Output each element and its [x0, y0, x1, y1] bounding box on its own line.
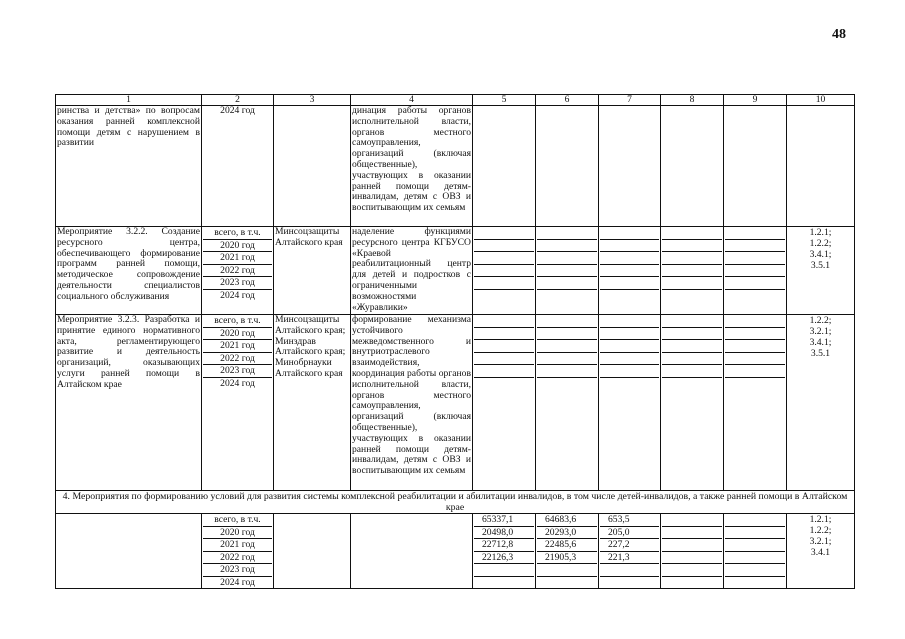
year-stack	[202, 514, 274, 589]
value-cell	[473, 514, 536, 589]
value-cell	[599, 315, 661, 491]
indicator-cell	[787, 514, 855, 589]
indicator-code: 1.2.2;	[809, 525, 832, 536]
year-label: 2024 год	[220, 576, 255, 588]
value-cell	[599, 227, 661, 315]
header-cell: 1	[56, 95, 202, 106]
amount-value	[474, 564, 534, 577]
indicator-code: 3.4.1	[810, 547, 831, 558]
year-label: 2021 год	[203, 340, 272, 353]
table-row	[56, 514, 855, 589]
value-cell	[724, 227, 787, 315]
value-cell	[724, 514, 787, 589]
year-label: 2020 год	[203, 527, 272, 540]
amount-value: 20498,0	[474, 527, 534, 540]
indicator-cell	[787, 315, 855, 491]
header-cell: 6	[536, 95, 599, 106]
value-cell	[536, 514, 599, 589]
value-cell	[536, 106, 599, 227]
indicator-code: 3.4.1;	[809, 249, 832, 260]
amount-value: 22485,6	[537, 539, 597, 552]
table-row	[56, 315, 855, 491]
value-cell	[724, 106, 787, 227]
amount-value: 22712,8	[474, 539, 534, 552]
amount-value	[537, 564, 597, 577]
executor-cell: Минсоцзащиты Алтайского края; Минздрав Алтайского края; Минобрнауки Алтайского края	[274, 315, 351, 491]
indicator-code: 1.2.1;	[809, 514, 832, 525]
activity-cell	[56, 514, 202, 589]
indicator-cell	[787, 227, 855, 315]
executor-cell: Минсоцзащиты Алтайского края	[274, 227, 351, 315]
header-row	[56, 95, 855, 106]
year-label: 2024 год	[220, 377, 255, 389]
value-cell	[536, 315, 599, 491]
year-label: 2020 год	[203, 240, 272, 253]
indicator-code: 3.5.1	[810, 260, 831, 271]
executor-cell	[274, 514, 351, 589]
year-label: 2022 год	[203, 552, 272, 565]
header-cell: 8	[661, 95, 724, 106]
indicator-code: 1.2.1;	[809, 227, 832, 238]
value-cell	[536, 227, 599, 315]
year-label: 2024 год	[220, 289, 255, 301]
amount-value: 22126,3	[474, 552, 534, 565]
year-label: всего, в т.ч.	[203, 227, 272, 240]
year-label: всего, в т.ч.	[203, 315, 272, 328]
indicator-code: 3.2.1;	[809, 326, 832, 337]
header-cell: 4	[351, 95, 473, 106]
header-cell: 2	[202, 95, 274, 106]
amount-value	[537, 577, 597, 589]
year-label: 2020 год	[203, 328, 272, 341]
activity-cell: ринства и детства» по вопросам оказания ранней комплексной помощи детям с нарушением в развитии	[56, 106, 202, 227]
year-label: всего, в т.ч.	[203, 514, 272, 527]
header-cell: 10	[787, 95, 855, 106]
indicator-cell	[787, 106, 855, 227]
table-row	[56, 227, 855, 315]
value-cell	[724, 315, 787, 491]
value-cell	[661, 106, 724, 227]
year-label: 2021 год	[203, 539, 272, 552]
value-cell	[473, 106, 536, 227]
header-cell: 9	[724, 95, 787, 106]
value-cell	[599, 514, 661, 589]
page-number: 48	[832, 27, 846, 42]
amount-value: 221,3	[600, 552, 659, 565]
year-cell: 2024 год	[202, 106, 274, 227]
value-cell	[599, 106, 661, 227]
header-cell: 7	[599, 95, 661, 106]
program-table	[55, 94, 855, 589]
result-cell: динация работы органов исполнительной власти, органов местного самоуправления, организаций (включая общественные), участвующих в оказании ранней помощи детям-инвалидам, детям с ОВЗ и воспитывающим их семьям	[351, 106, 473, 227]
executor-cell	[274, 106, 351, 227]
table-row	[56, 106, 855, 227]
year-stack	[202, 315, 274, 491]
result-cell: наделение функциями ресурсного центра КГБУСО «Краевой реабилитационный центр для детей и подростков с ограниченными возможностями «Журавлики»	[352, 226, 471, 313]
amount-value	[474, 577, 534, 589]
indicator-code: 3.2.1;	[809, 536, 832, 547]
header-cell: 5	[473, 95, 536, 106]
value-cell	[473, 227, 536, 315]
value-cell	[473, 315, 536, 491]
amount-value: 205,0	[600, 527, 659, 540]
section-title: 4. Мероприятия по формированию условий для развития системы комплексной реабилитации и абилитации инвалидов, в том числе детей-инвалидов, а также ранней помощи в Алтайском крае	[56, 491, 855, 514]
indicator-code: 1.2.2;	[809, 238, 832, 249]
amount-value: 65337,1	[474, 514, 534, 527]
value-cell	[661, 514, 724, 589]
year-stack	[202, 227, 274, 315]
amount-value: 227,2	[600, 539, 659, 552]
indicator-code: 1.2.2;	[809, 315, 832, 326]
amount-value: 20293,0	[537, 527, 597, 540]
amount-value	[600, 577, 659, 589]
amount-value: 64683,6	[537, 514, 597, 527]
year-label: 2023 год	[203, 277, 272, 290]
amount-value	[600, 564, 659, 577]
year-label: 2023 год	[203, 365, 272, 378]
year-label: 2021 год	[203, 252, 272, 265]
year-label: 2023 год	[203, 564, 272, 577]
year-label: 2022 год	[203, 353, 272, 366]
section-row	[56, 491, 855, 514]
indicator-code: 3.4.1;	[809, 337, 832, 348]
activity-cell: Мероприятие 3.2.2. Создание ресурсного центра, обеспечивающего формирование программ ранней помощи, методическое сопровождение деятельности специалистов социального обслуживания	[56, 227, 202, 315]
value-cell	[661, 315, 724, 491]
result-cell: формирование механизма устойчивого межведомственного и внутриотраслевого взаимодействия, координация работы органов исполнительной власти, органов местного самоуправления, организаций (включая общественные), участвующих в оказании ранней помощи детям-инвалидам, детям с ОВЗ и воспитывающим их семьям	[351, 315, 473, 491]
activity-cell: Мероприятие 3.2.3. Разработка и принятие единого нормативного акта, регламентирующего развитие и деятельность организаций, оказывающих услуги ранней помощи в Алтайском крае	[56, 315, 202, 491]
header-cell: 3	[274, 95, 351, 106]
amount-value: 21905,3	[537, 552, 597, 565]
year-label: 2022 год	[203, 265, 272, 278]
amount-value: 653,5	[600, 514, 659, 527]
result-cell	[351, 514, 473, 589]
indicator-code: 3.5.1	[810, 348, 831, 359]
value-cell	[661, 227, 724, 315]
